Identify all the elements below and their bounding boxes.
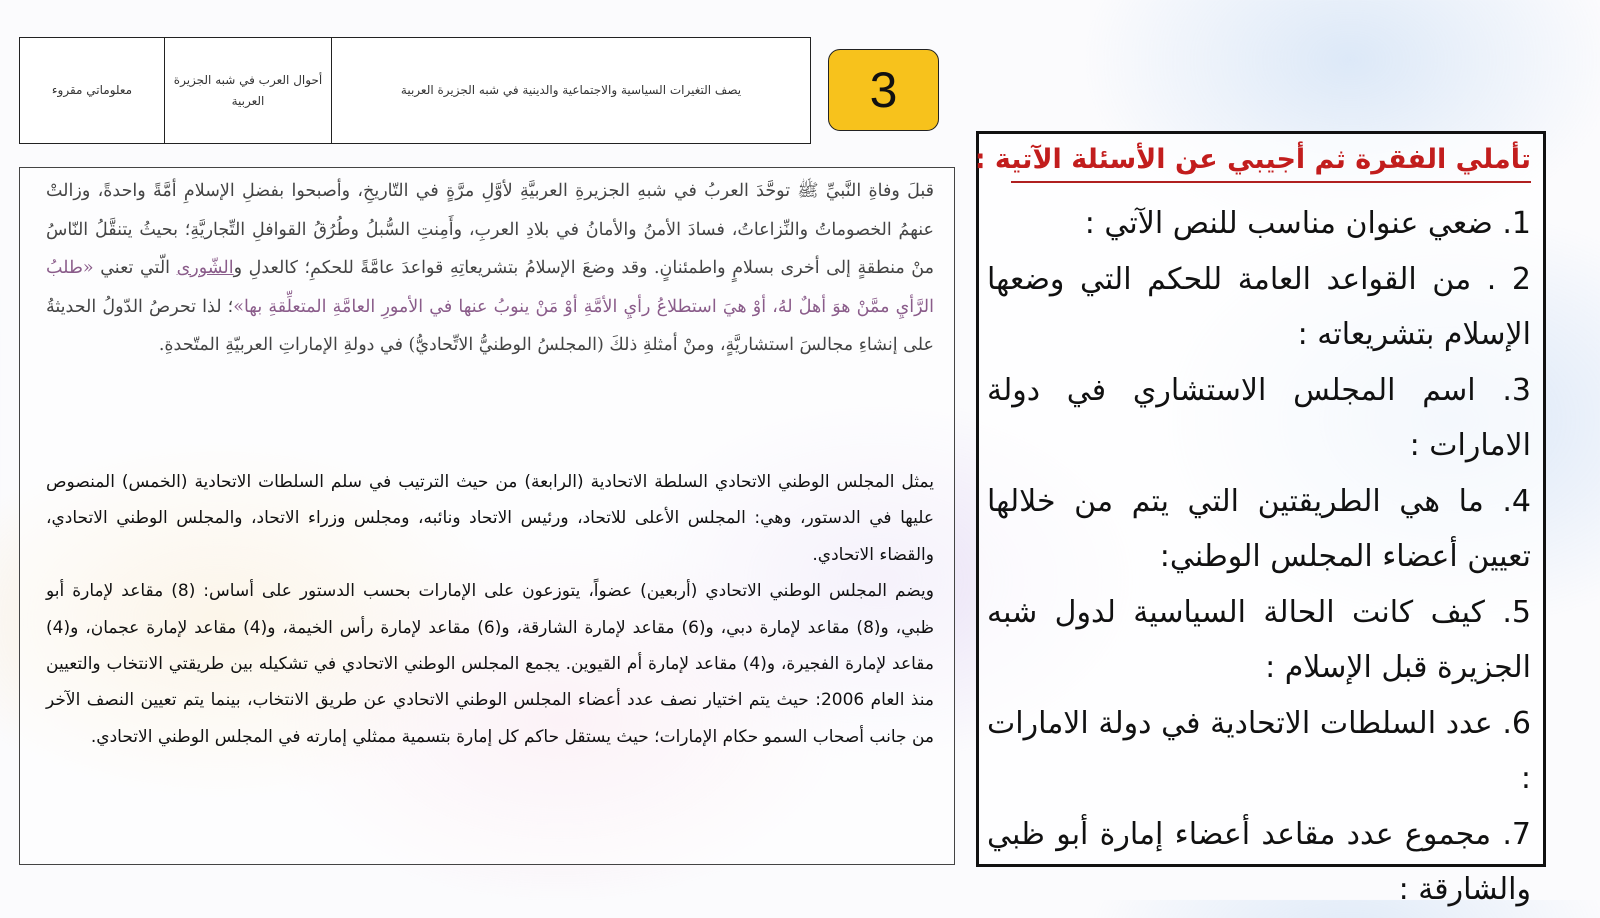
questions-panel — [974, 131, 1546, 907]
question-item: 7. مجموع عدد مقاعد أعضاء إمارة أبو ظبي والشارقة : — [987, 816, 1531, 907]
passage-paragraph-1 — [46, 172, 934, 365]
shura-term: الشّورى — [176, 258, 234, 278]
passage-part-1: قبلَ وفاةِ النَّبيِّ ﷺ توحَّدَ العربُ في شبهِ الجزيرةِ العربيَّةِ لأوَّلِ مرَّةٍ في التّاريخِ، وأصبحوا بفضلِ الإسلامِ أمَّةً واحدةً، وزالتْ عنهمُ الخصوماتُ والنِّزاعاتُ، فسادَ الأمنُ والأمانُ في بلادِ العربِ، وأَمِنتِ السُّبلُ وطُرُقُ القوافلِ التِّجاريَّةِ؛ بحيثُ يتنقَّلُ النّاسُ منْ منطقةٍ إلى أخرى بسلامٍ واطمئنانٍ. وقد وضعَ الإسلامُ بتشريعاتِهِ قواعدَ عامَّةً للحكمِ؛ كالعدلِ و — [46, 181, 935, 278]
question-item: 2 . من القواعد العامة للحكم التي وضعها الإسلام بتشريعاته : — [987, 261, 1531, 352]
passage-paragraph-2 — [46, 464, 934, 755]
question-item: 4. ما هي الطريقتين التي يتم من خلالها تعيين أعضاء المجلس الوطني: — [987, 483, 1531, 574]
header-topic: أحوال العرب في شبه الجزيرة العربية — [165, 38, 332, 143]
question-item: 5. كيف كانت الحالة السياسية لدول شبه الجزيرة قبل الإسلام : — [987, 594, 1531, 685]
questions-list — [987, 196, 1531, 918]
header-description: يصف التغيرات السياسية والاجتماعية والدينية في شبه الجزيرة العربية — [400, 83, 742, 97]
lesson-number-badge: 3 — [828, 49, 939, 131]
shura-definition: «طلبُ الرَّأيِ ممَّنْ هوَ أهلٌ لهُ، أوْ هيَ استطلاعُ رأيِ الأمَّةِ أوْ مَنْ ينوبُ عنها في الأمورِ العامَّةِ المتعلِّقةِ بها» — [46, 258, 934, 317]
council-seats-paragraph: ويضم المجلس الوطني الاتحادي (أربعين) عضواً، يتوزعون على الإمارات بحسب الدستور على أساس: (8) مقاعد لإمارة أبو ظبي، و(8) مقاعد لإمارة دبي، و(6) مقاعد لإمارة الشارقة، و(6) مقاعد لإمارة رأس الخيمة، و(4) مقاعد لإمارة عجمان، و(4) مقاعد لإمارة الفجيرة، و(4) مقاعد لإمارة أم القيوين. يجمع المجلس الوطني الاتحادي في تشكيله بين طريقتي الانتخاب والتعيين منذ العام 2006: حيث يتم اختيار نصف عدد أعضاء المجلس الوطني الاتحادي عن طريق الانتخاب، بينما يتم تعيين النصف الآخر من جانب أصحاب السمو حكام الإمارات؛ حيث يستقل حاكم كل إمارة بتسمية ممثلي إمارته في المجلس الوطني الاتحادي. — [46, 581, 935, 747]
lesson-header-table — [19, 37, 811, 144]
header-text-type: معلوماتي مقروء — [20, 38, 165, 143]
question-item: 6. عدد السلطات الاتحادية في دولة الامارات : — [987, 705, 1531, 796]
council-authority-paragraph: يمثل المجلس الوطني الاتحادي السلطة الاتحادية (الرابعة) من حيث الترتيب في سلم السلطات الاتحادية (الخمس) المنصوص عليها في الدستور، وهي: المجلس الأعلى للاتحاد، ورئيس الاتحاد ونائبه، ومجلس وزراء الاتحاد، والمجلس الوطني الاتحادي، والقضاء الاتحادي. — [46, 472, 934, 565]
reading-passage-panel — [19, 167, 955, 865]
questions-title: تأملي الفقرة ثم أجيبي عن الأسئلة الآتية : — [1011, 144, 1531, 183]
question-item: 1. ضعي عنوان مناسب للنص الآتي : — [1084, 206, 1531, 241]
question-item: 3. اسم المجلس الاستشاري في دولة الامارات : — [987, 372, 1531, 463]
passage-part-3: ؛ لذا تحرصُ الدّولُ الحديثةُ على إنشاءِ مجالسَ استشاريَّةٍ، ومنْ أمثلةِ ذلكَ (المجلسُ الوطنيُّ الاتِّحاديُّ) في دولةِ الإماراتِ العربيّةِ المتّحدةِ. — [46, 296, 934, 355]
passage-part-2: الّتي تعني — [93, 258, 177, 278]
